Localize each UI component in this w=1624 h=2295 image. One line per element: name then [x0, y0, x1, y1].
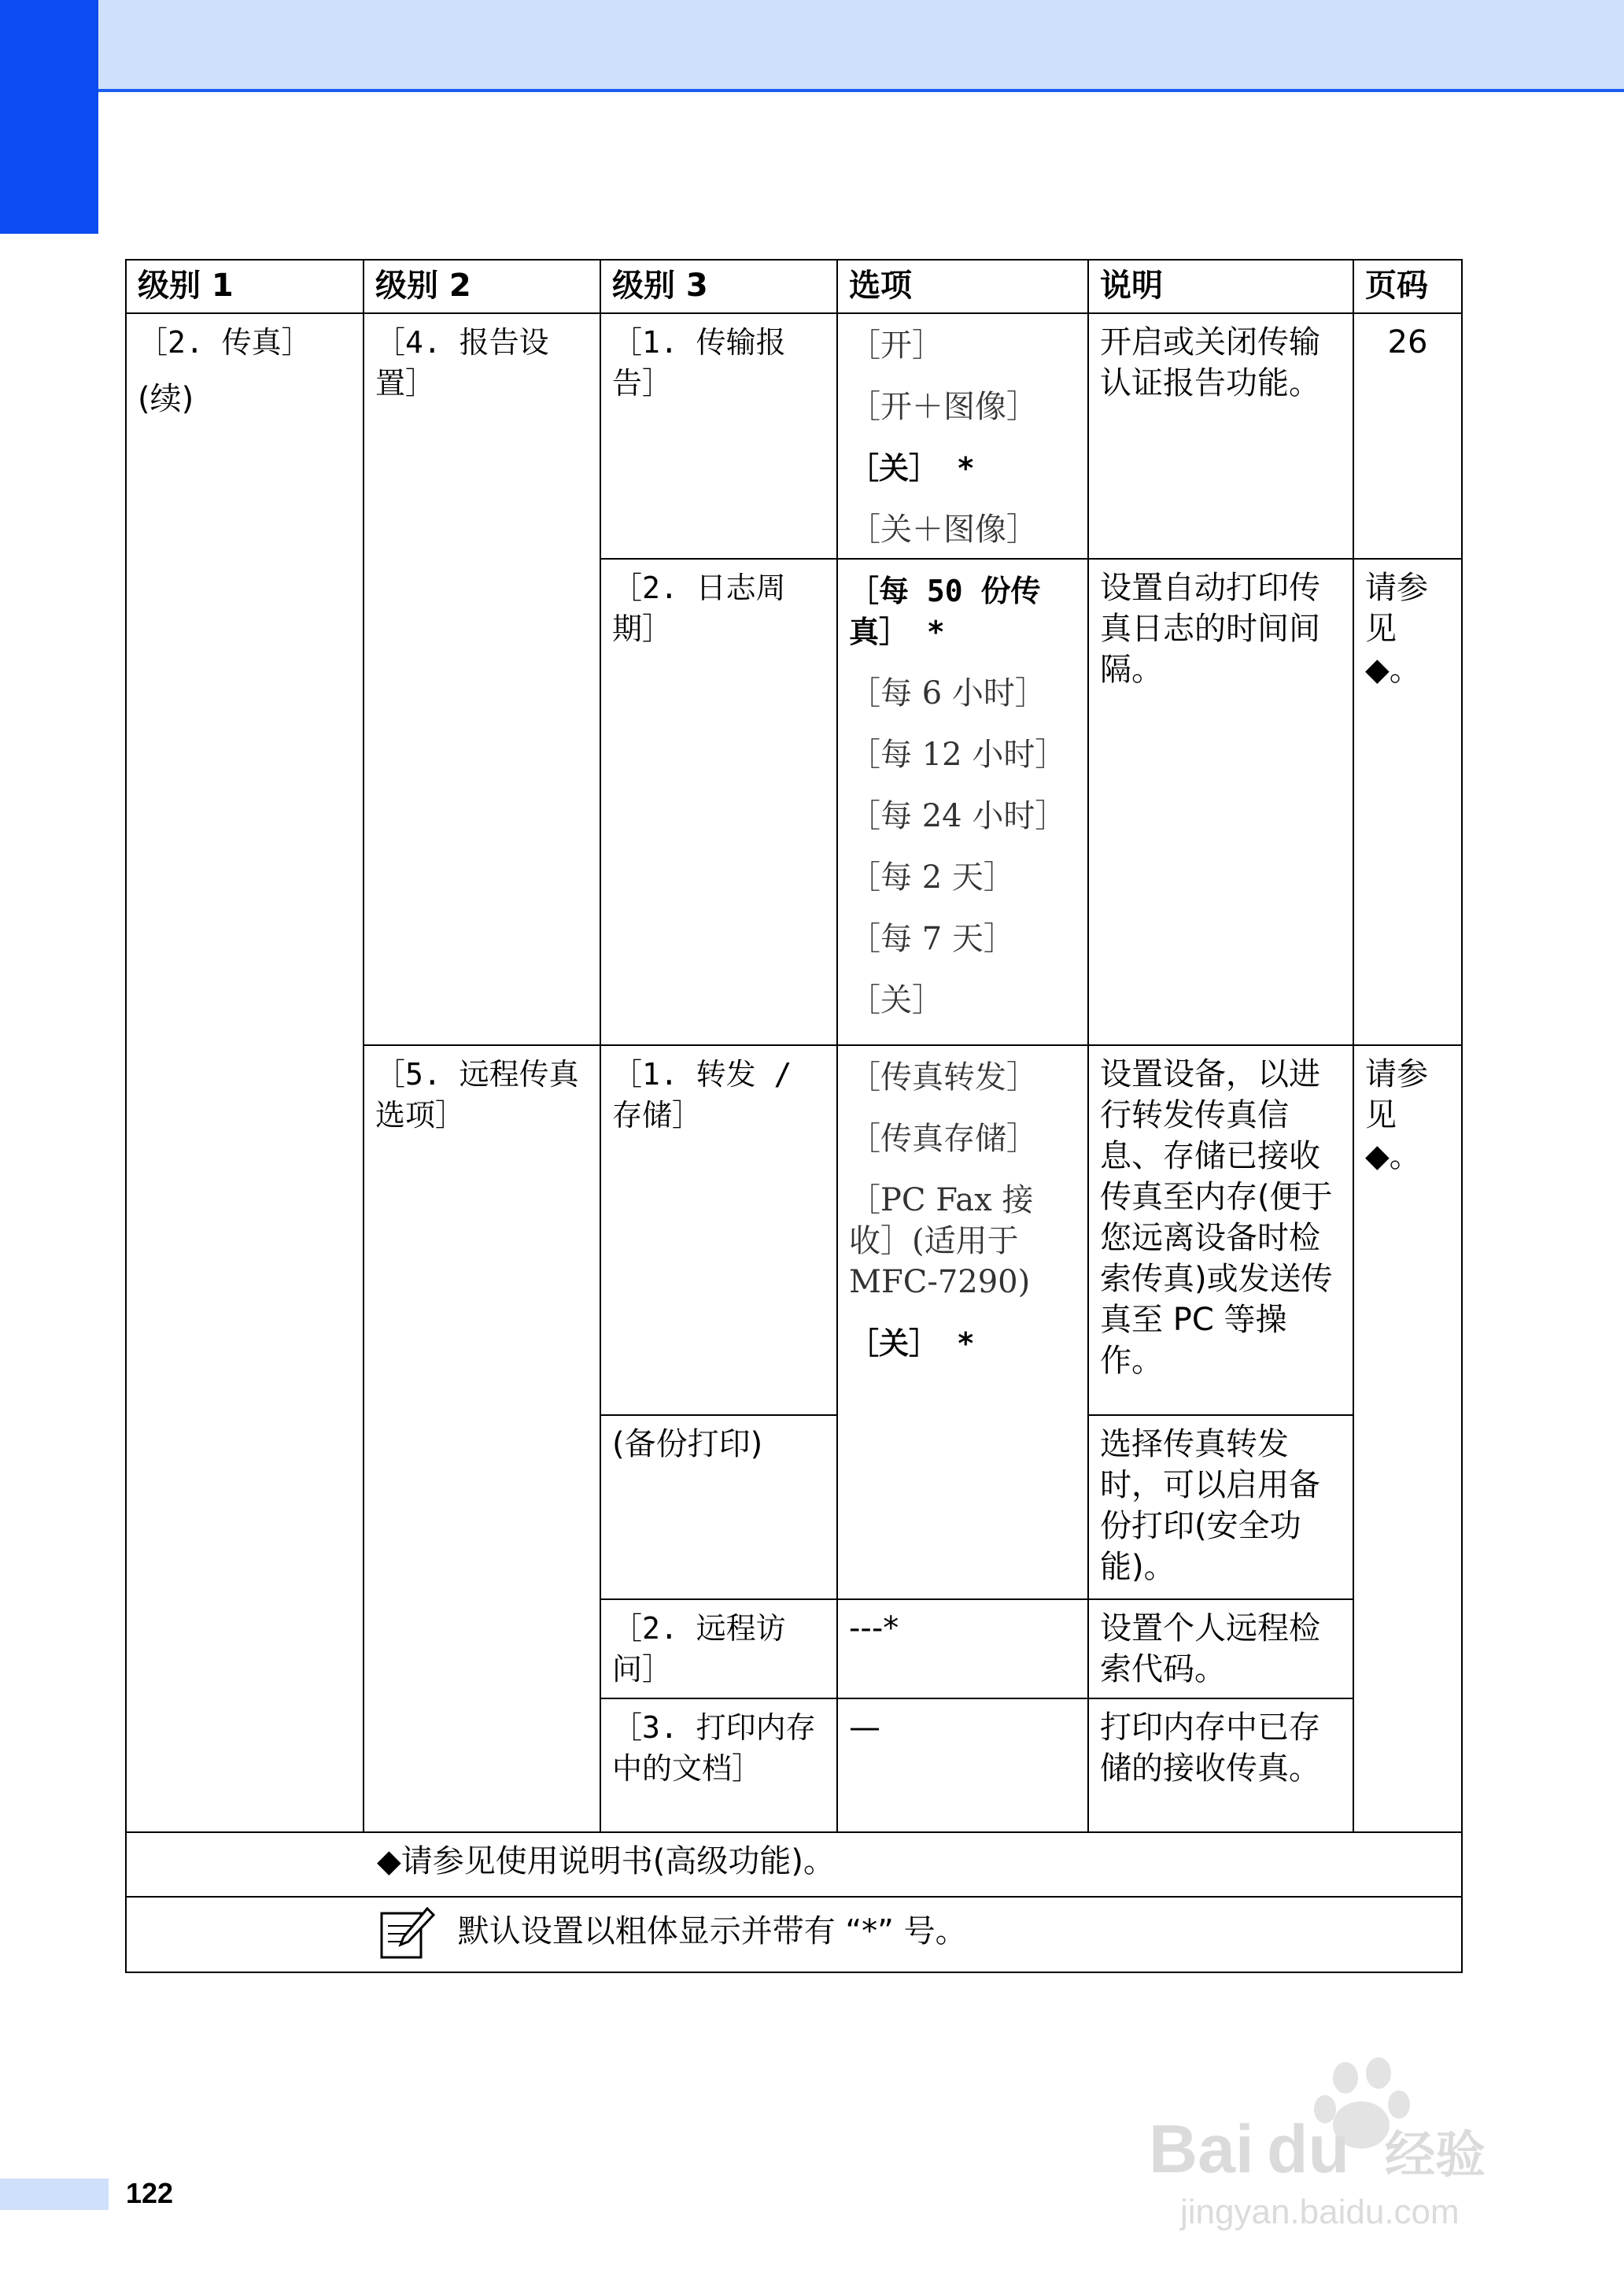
option-item: — — [849, 1709, 880, 1746]
option-item: ［每 12 小时］ — [849, 737, 1067, 773]
footnote-cell — [126, 1832, 1462, 1897]
desc-print-memory: 打印内存中已存储的接收传真。 — [1100, 1709, 1320, 1787]
header-level3: 级别 3 — [600, 260, 837, 313]
page-tab — [0, 2179, 109, 2210]
svg-text:经验: 经验 — [1385, 2127, 1486, 2183]
desc-cell-journal — [1088, 559, 1353, 1045]
desc-cell-remote-access — [1088, 1599, 1353, 1698]
desc-forward: 设置设备，以进行转发传真信息、存储已接收传真至内存(便于您远离设备时检索传真)或发送传真至 PC 等操作。 — [1100, 1056, 1333, 1379]
header-description: 说明 — [1088, 260, 1353, 313]
page-cell-tx-report — [1353, 313, 1462, 559]
level3-journal-label: ［2. 日志周期］ — [612, 571, 786, 646]
level2-cell-report — [364, 313, 600, 1045]
level1-cell — [126, 313, 364, 1832]
option-item: ---* — [849, 1610, 899, 1646]
option-item: ［关］ — [849, 982, 943, 1018]
memo-text: 默认设置以粗体显示并带有 “*” 号。 — [457, 1913, 967, 1949]
level3-backup-label: (备份打印) — [612, 1426, 763, 1462]
level3-tx-report-label: ［1. 传输报告］ — [612, 325, 786, 401]
level3-remote-access-label: ［2. 远程访问］ — [612, 1611, 786, 1687]
option-item: ［每 24 小时］ — [849, 798, 1067, 834]
level3-print-memory-label: ［3. 打印内存中的文档］ — [612, 1710, 816, 1786]
option-item: ［每 2 天］ — [849, 859, 1015, 896]
page-ref-remote: 请参见◆。 — [1365, 1056, 1428, 1174]
page-number: 122 — [126, 2177, 174, 2209]
level2-remote-label: ［5. 远程传真选项］ — [375, 1057, 579, 1133]
level3-cell-tx-report — [600, 313, 837, 559]
level1-code: ［2. 传真］ — [138, 325, 312, 360]
desc-cell-tx-report — [1088, 313, 1353, 559]
table-row — [126, 313, 1462, 559]
level3-cell-remote-access — [600, 1599, 837, 1698]
header-level1: 级别 1 — [126, 260, 364, 313]
option-item: ［PC Fax 接收］(适用于 MFC-7290) — [849, 1182, 1034, 1300]
page-cell-remote — [1353, 1045, 1462, 1832]
options-cell-forward — [837, 1045, 1088, 1599]
level3-forward-label: ［1. 转发 / 存储］ — [612, 1057, 792, 1133]
table-header-row — [126, 260, 1462, 313]
desc-cell-forward — [1088, 1045, 1353, 1415]
settings-table — [125, 259, 1463, 1973]
desc-remote-access: 设置个人远程检索代码。 — [1100, 1610, 1320, 1687]
options-cell-tx-report — [837, 313, 1088, 559]
page-cell-journal — [1353, 559, 1462, 1045]
chapter-tab — [0, 0, 98, 234]
level3-cell-backup — [600, 1415, 837, 1599]
option-item: ［每 6 小时］ — [849, 675, 1046, 711]
table-memo-row — [126, 1897, 1462, 1972]
header-band — [0, 0, 1624, 90]
svg-text:jingyan.baidu.com: jingyan.baidu.com — [1180, 2193, 1460, 2231]
level2-report-label: ［4. 报告设置］ — [375, 325, 549, 401]
baidu-watermark — [1149, 2046, 1526, 2243]
options-cell-journal — [837, 559, 1088, 1045]
option-item: ［每 7 天］ — [849, 921, 1015, 957]
svg-text:du: du — [1267, 2112, 1350, 2187]
desc-cell-print-memory — [1088, 1698, 1353, 1832]
page-ref-tx-report: 26 — [1387, 324, 1428, 360]
option-item-default: ［每 50 份传真］ * — [849, 574, 1041, 649]
note-pencil-icon — [377, 1905, 437, 1961]
option-item: ［开］ — [849, 327, 943, 364]
option-item-default: ［关］ * — [849, 1326, 975, 1361]
option-item: ［传真转发］ — [849, 1059, 1038, 1096]
svg-text:Bai: Bai — [1149, 2112, 1254, 2187]
desc-tx-report: 开启或关闭传输认证报告功能。 — [1100, 324, 1320, 401]
table-footnote-row — [126, 1832, 1462, 1897]
option-item: ［关＋图像］ — [849, 512, 1038, 548]
desc-backup: 选择传真转发时，可以启用备份打印(安全功能)。 — [1100, 1426, 1320, 1585]
option-item: ［传真存储］ — [849, 1121, 1038, 1157]
memo-cell — [126, 1897, 1462, 1972]
options-cell-print-memory — [837, 1698, 1088, 1832]
level3-cell-journal — [600, 559, 837, 1045]
level1-cont: (续) — [138, 381, 194, 417]
option-item: ［开＋图像］ — [849, 389, 1038, 425]
option-item-default: ［关］ * — [849, 451, 975, 486]
footnote-text: ◆请参见使用说明书(高级功能)。 — [377, 1843, 835, 1879]
level3-cell-forward — [600, 1045, 837, 1415]
level2-cell-remote — [364, 1045, 600, 1832]
header-options: 选项 — [837, 260, 1088, 313]
options-cell-remote-access — [837, 1599, 1088, 1698]
header-level2: 级别 2 — [364, 260, 600, 313]
desc-cell-backup — [1088, 1415, 1353, 1599]
desc-journal: 设置自动打印传真日志的时间间隔。 — [1100, 570, 1320, 688]
header-rule — [98, 89, 1624, 92]
header-page: 页码 — [1353, 260, 1462, 313]
level3-cell-print-memory — [600, 1698, 837, 1832]
page-ref-journal: 请参见◆。 — [1365, 570, 1428, 688]
